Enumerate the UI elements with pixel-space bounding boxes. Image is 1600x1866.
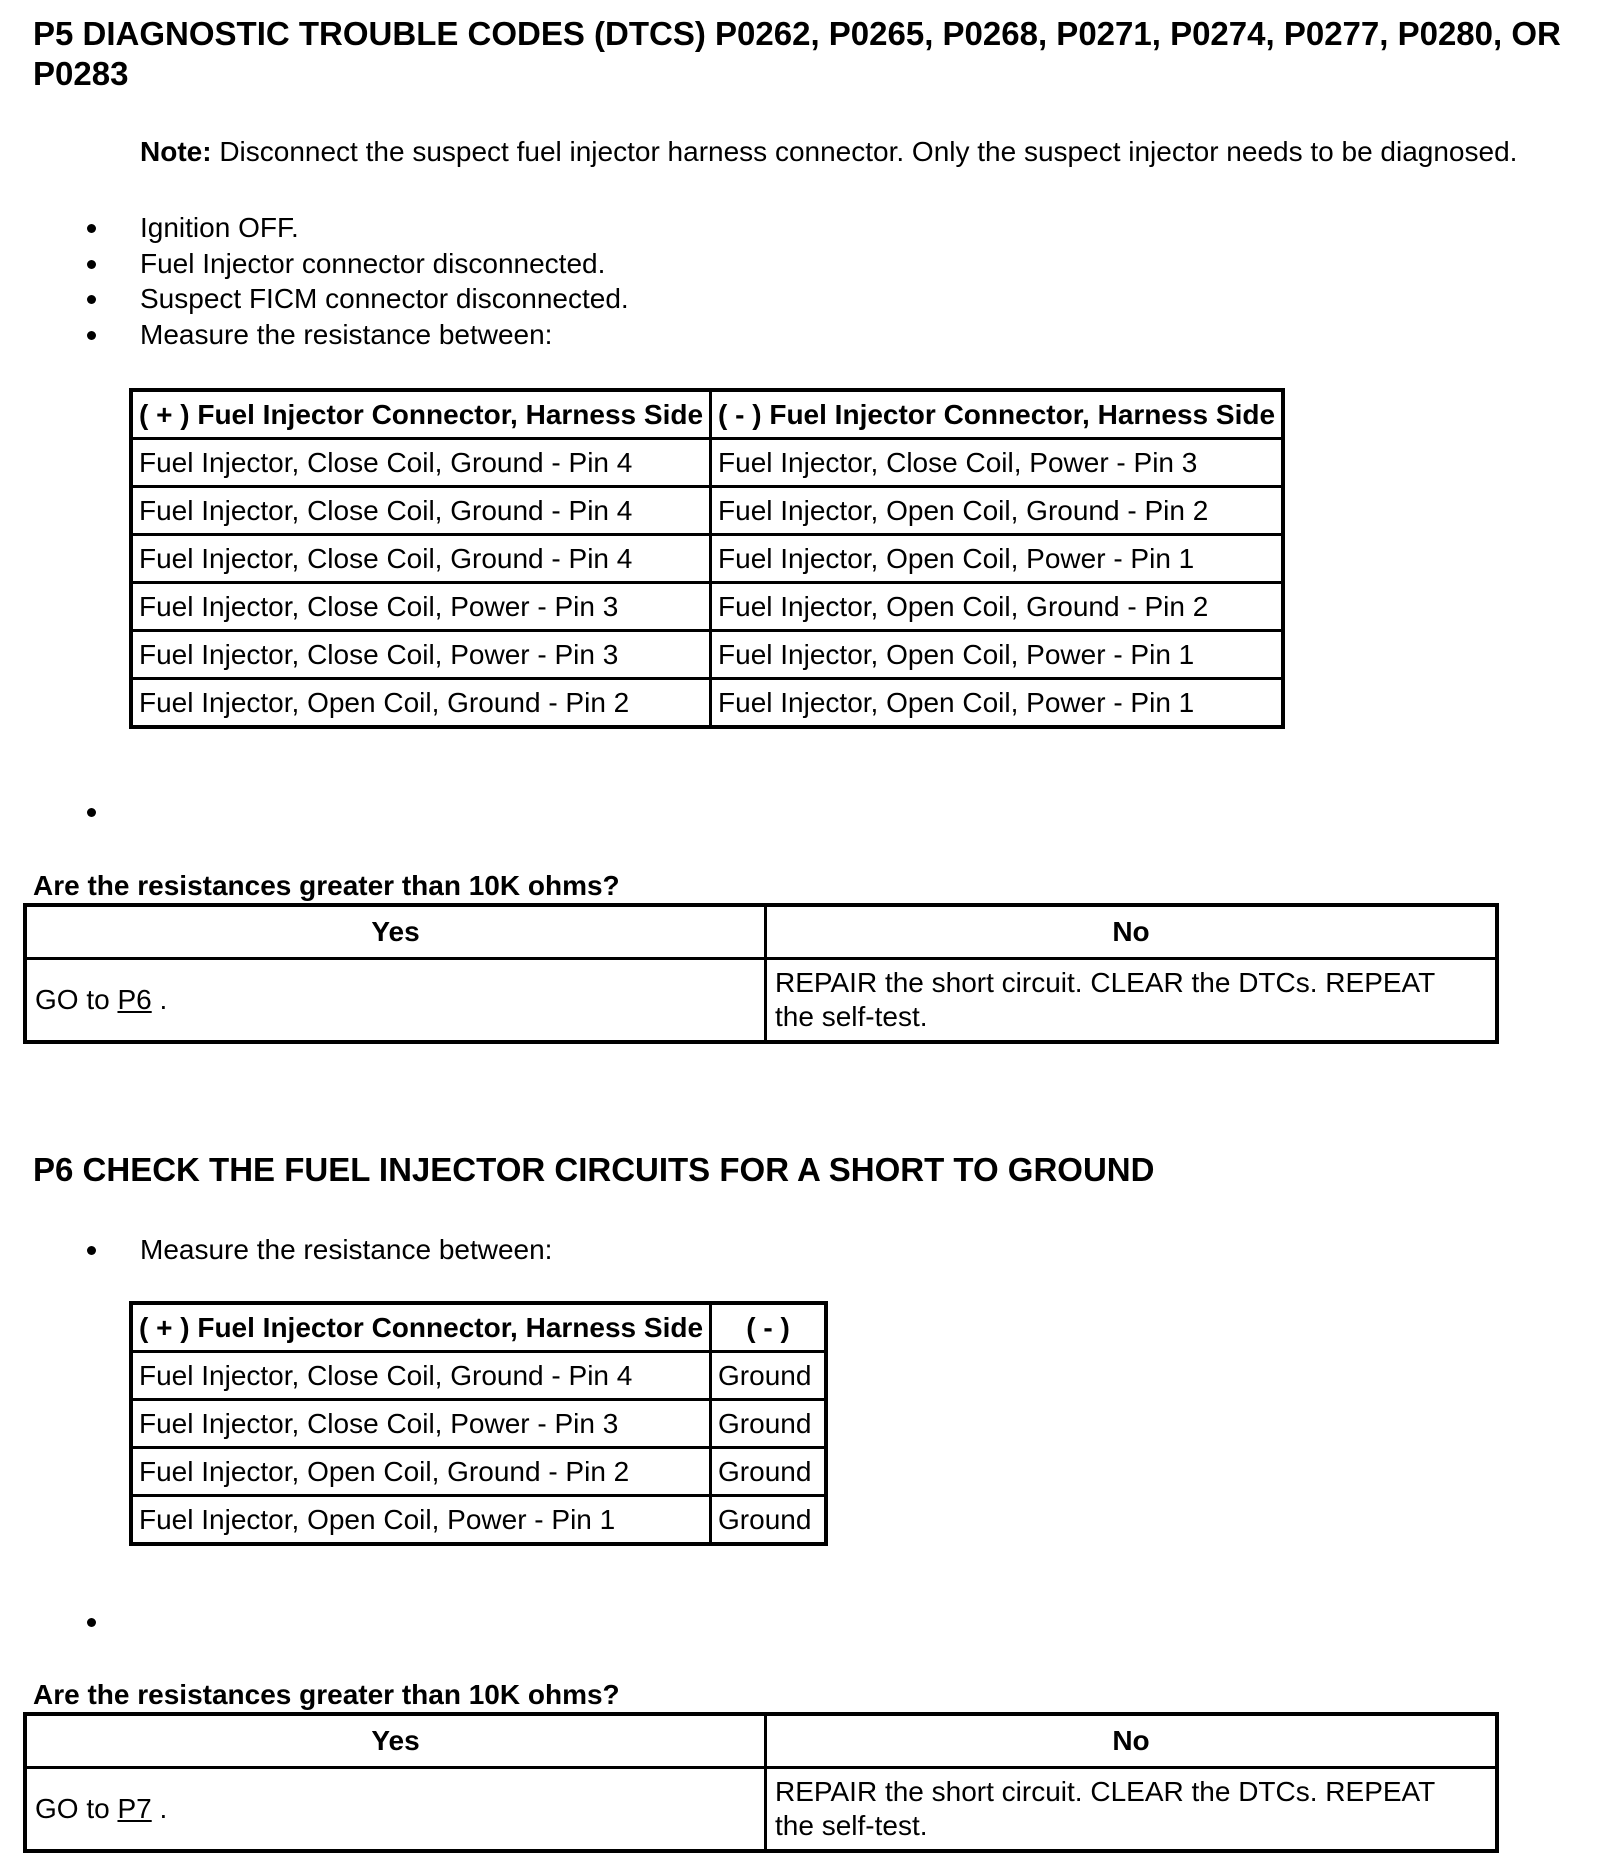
yes-header: Yes bbox=[25, 905, 766, 959]
table-cell: Ground bbox=[711, 1448, 827, 1496]
p5-heading: P5 DIAGNOSTIC TROUBLE CODES (DTCS) P0262, P0265, P0268, P0271, P0274, P0277, P0280, OR P0283 bbox=[33, 15, 1561, 92]
table-cell: Fuel Injector, Close Coil, Power - Pin 3 bbox=[711, 439, 1284, 487]
bullet-item: Fuel Injector connector disconnected. bbox=[0, 246, 629, 282]
yes-suffix: . bbox=[151, 984, 168, 1015]
yes-cell bbox=[25, 959, 766, 1043]
table-cell: Fuel Injector, Open Coil, Power - Pin 1 bbox=[711, 631, 1284, 679]
no-text-line-2: the self-test. bbox=[775, 1810, 928, 1841]
no-header: No bbox=[766, 905, 1498, 959]
table-cell: Fuel Injector, Close Coil, Ground - Pin 4 bbox=[131, 439, 711, 487]
yes-header: Yes bbox=[25, 1714, 766, 1768]
p6-bullet-list bbox=[0, 1232, 552, 1268]
p6-question: Are the resistances greater than 10K ohms? bbox=[33, 1679, 620, 1710]
yes-prefix: GO to bbox=[35, 1793, 118, 1824]
table-row bbox=[131, 1352, 826, 1400]
table-row bbox=[131, 1448, 826, 1496]
table-cell: Fuel Injector, Open Coil, Ground - Pin 2 bbox=[131, 1448, 711, 1496]
table-cell: Fuel Injector, Close Coil, Ground - Pin 4 bbox=[131, 1352, 711, 1400]
table-cell: Fuel Injector, Open Coil, Ground - Pin 2 bbox=[711, 583, 1284, 631]
bullet-item: Suspect FICM connector disconnected. bbox=[0, 281, 629, 317]
no-cell bbox=[766, 1768, 1498, 1852]
table-cell: Fuel Injector, Close Coil, Ground - Pin 4 bbox=[131, 535, 711, 583]
go-to-p6-link[interactable]: P6 bbox=[117, 984, 152, 1015]
table-row bbox=[25, 1768, 1497, 1852]
table-row bbox=[131, 439, 1283, 487]
note-text: Disconnect the suspect fuel injector harness connector. Only the suspect injector needs to be diagnosed. bbox=[211, 136, 1518, 167]
go-to-p7-link[interactable]: P7 bbox=[117, 1793, 152, 1824]
table-row bbox=[131, 535, 1283, 583]
table-header-row bbox=[25, 905, 1497, 959]
no-text-line-1: REPAIR the short circuit. CLEAR the DTCs. REPEAT bbox=[775, 1776, 1436, 1807]
no-cell bbox=[766, 959, 1498, 1043]
table-row bbox=[131, 487, 1283, 535]
no-text-line-1: REPAIR the short circuit. CLEAR the DTCs. REPEAT bbox=[775, 967, 1436, 998]
table-row bbox=[131, 631, 1283, 679]
empty-bullet bbox=[87, 808, 96, 817]
table-header-row bbox=[131, 1303, 826, 1352]
table-cell: Fuel Injector, Close Coil, Power - Pin 3 bbox=[131, 583, 711, 631]
table-cell: Ground bbox=[711, 1352, 827, 1400]
table-cell: Ground bbox=[711, 1400, 827, 1448]
table-cell: Fuel Injector, Open Coil, Ground - Pin 2 bbox=[711, 487, 1284, 535]
table-cell: Fuel Injector, Open Coil, Ground - Pin 2 bbox=[131, 679, 711, 728]
p5-note bbox=[140, 135, 1517, 169]
table-cell: Fuel Injector, Close Coil, Power - Pin 3 bbox=[131, 631, 711, 679]
yes-prefix: GO to bbox=[35, 984, 118, 1015]
table-row bbox=[131, 1496, 826, 1545]
yes-cell bbox=[25, 1768, 766, 1852]
p5-measurement-table bbox=[129, 388, 1285, 729]
table-cell: Fuel Injector, Open Coil, Power - Pin 1 bbox=[131, 1496, 711, 1545]
table-row bbox=[131, 1400, 826, 1448]
table-header: ( + ) Fuel Injector Connector, Harness Side bbox=[131, 1303, 711, 1352]
no-text-line-2: the self-test. bbox=[775, 1001, 928, 1032]
note-label: Note: bbox=[140, 136, 212, 167]
table-header: ( - ) Fuel Injector Connector, Harness Side bbox=[711, 390, 1284, 439]
table-header-row bbox=[131, 390, 1283, 439]
bullet-item: Measure the resistance between: bbox=[0, 317, 629, 353]
p6-yes-no-table bbox=[23, 1712, 1499, 1853]
table-header: ( - ) bbox=[711, 1303, 827, 1352]
table-cell: Ground bbox=[711, 1496, 827, 1545]
table-cell: Fuel Injector, Open Coil, Power - Pin 1 bbox=[711, 679, 1284, 728]
table-header-row bbox=[25, 1714, 1497, 1768]
p5-yes-no-table bbox=[23, 903, 1499, 1044]
table-cell: Fuel Injector, Open Coil, Power - Pin 1 bbox=[711, 535, 1284, 583]
bullet-item: Ignition OFF. bbox=[0, 210, 629, 246]
no-header: No bbox=[766, 1714, 1498, 1768]
empty-bullet bbox=[87, 1618, 96, 1627]
p5-question: Are the resistances greater than 10K ohms? bbox=[33, 870, 620, 901]
p5-bullet-list bbox=[0, 210, 629, 352]
table-cell: Fuel Injector, Close Coil, Power - Pin 3 bbox=[131, 1400, 711, 1448]
p6-measurement-table bbox=[129, 1301, 828, 1546]
table-cell: Fuel Injector, Close Coil, Ground - Pin 4 bbox=[131, 487, 711, 535]
yes-suffix: . bbox=[151, 1793, 168, 1824]
table-header: ( + ) Fuel Injector Connector, Harness Side bbox=[131, 390, 711, 439]
table-row bbox=[131, 679, 1283, 728]
p6-heading: P6 CHECK THE FUEL INJECTOR CIRCUITS FOR A SHORT TO GROUND bbox=[33, 1151, 1155, 1188]
bullet-item: Measure the resistance between: bbox=[0, 1232, 552, 1268]
table-row bbox=[25, 959, 1497, 1043]
table-row bbox=[131, 583, 1283, 631]
